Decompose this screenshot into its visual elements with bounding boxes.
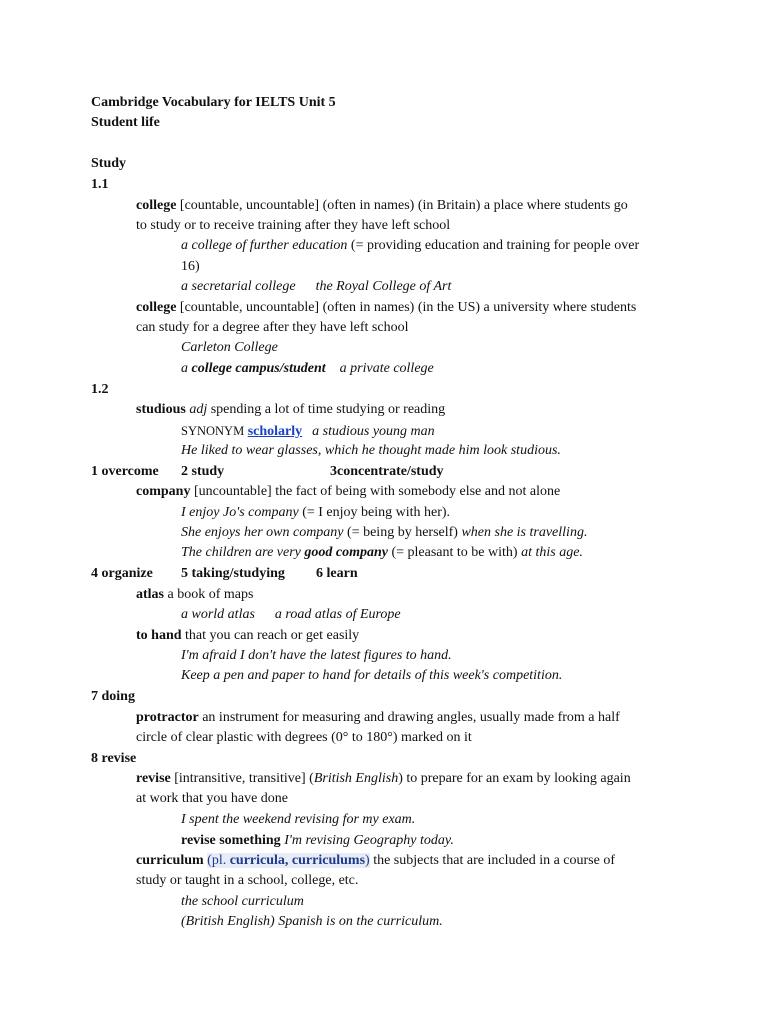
example-line: (British English) Spanish is on the curriculum.	[181, 914, 443, 929]
example-line: the school curriculum	[181, 894, 304, 909]
example-line: a secretarial college the Royal College of Art	[181, 279, 452, 294]
entry-atlas: atlas a book of maps	[136, 587, 254, 602]
answers-row: 4 organize	[91, 566, 153, 581]
answer-item: 2 study	[181, 464, 225, 479]
section-heading: Study	[91, 156, 127, 171]
definition-line: can study for a degree after they have left school	[136, 320, 409, 335]
example-line: a world atlas a road atlas of Europe	[181, 607, 401, 622]
example-line: The children are very good company (= pleasant to be with) at this age.	[181, 545, 583, 560]
answer-item: 5 taking/studying	[181, 566, 285, 581]
entry-protractor: protractor an instrument for measuring and drawing angles, usually made from a half	[136, 710, 620, 725]
entry-curriculum: curriculum (pl. curricula, curriculums) the subjects that are included in a course of	[136, 853, 616, 868]
entry-studious: studious adj spending a lot of time studying or reading	[136, 402, 446, 417]
example-line: Carleton College	[181, 340, 278, 355]
synonym-line: SYNONYM scholarly a studious young man	[181, 424, 435, 439]
example-line: a college campus/student a private college	[181, 361, 434, 376]
subsection-label: 1.1	[91, 177, 109, 192]
definition-line: circle of clear plastic with degrees (0° to 180°) marked on it	[136, 730, 472, 745]
example-line: Keep a pen and paper to hand for details of this week's competition.	[181, 668, 563, 683]
example-line: She enjoys her own company (= being by herself) when she is travelling.	[181, 525, 588, 540]
answer-label: 7 doing	[91, 689, 135, 704]
definition-line: to study or to receive training after they have left school	[136, 218, 451, 233]
answers-row: 1 overcome	[91, 464, 159, 479]
example-line: He liked to wear glasses, which he thought made him look studious.	[181, 443, 561, 458]
example-line: I enjoy Jo's company (= I enjoy being with her).	[181, 505, 451, 520]
answer-item: 3concentrate/study	[330, 464, 444, 479]
example-line: a college of further education (= providing education and training for people over	[181, 238, 640, 253]
entry-revise: revise [intransitive, transitive] (British English) to prepare for an exam by looking again	[136, 771, 631, 786]
doc-title: Cambridge Vocabulary for IELTS Unit 5	[91, 95, 336, 110]
example-line: I'm afraid I don't have the latest figures to hand.	[181, 648, 452, 663]
entry-to-hand: to hand that you can reach or get easily	[136, 628, 360, 643]
entry-company: company [uncountable] the fact of being with somebody else and not alone	[136, 484, 561, 499]
entry-college-uk: college [countable, uncountable] (often in names) (in Britain) a place where students go	[136, 198, 628, 213]
subsection-label: 1.2	[91, 382, 109, 397]
answer-item: 6 learn	[316, 566, 358, 581]
doc-subtitle: Student life	[91, 115, 160, 130]
entry-college-us: college [countable, uncountable] (often in names) (in the US) a university where students	[136, 300, 637, 315]
definition-line: study or taught in a school, college, etc.	[136, 873, 359, 888]
example-line: I spent the weekend revising for my exam.	[181, 812, 416, 827]
synonym-link-scholarly[interactable]: scholarly	[247, 424, 303, 439]
example-line: revise something I'm revising Geography today.	[181, 833, 454, 848]
answer-label: 8 revise	[91, 751, 137, 766]
definition-line: at work that you have done	[136, 791, 289, 806]
example-line: 16)	[181, 259, 200, 274]
